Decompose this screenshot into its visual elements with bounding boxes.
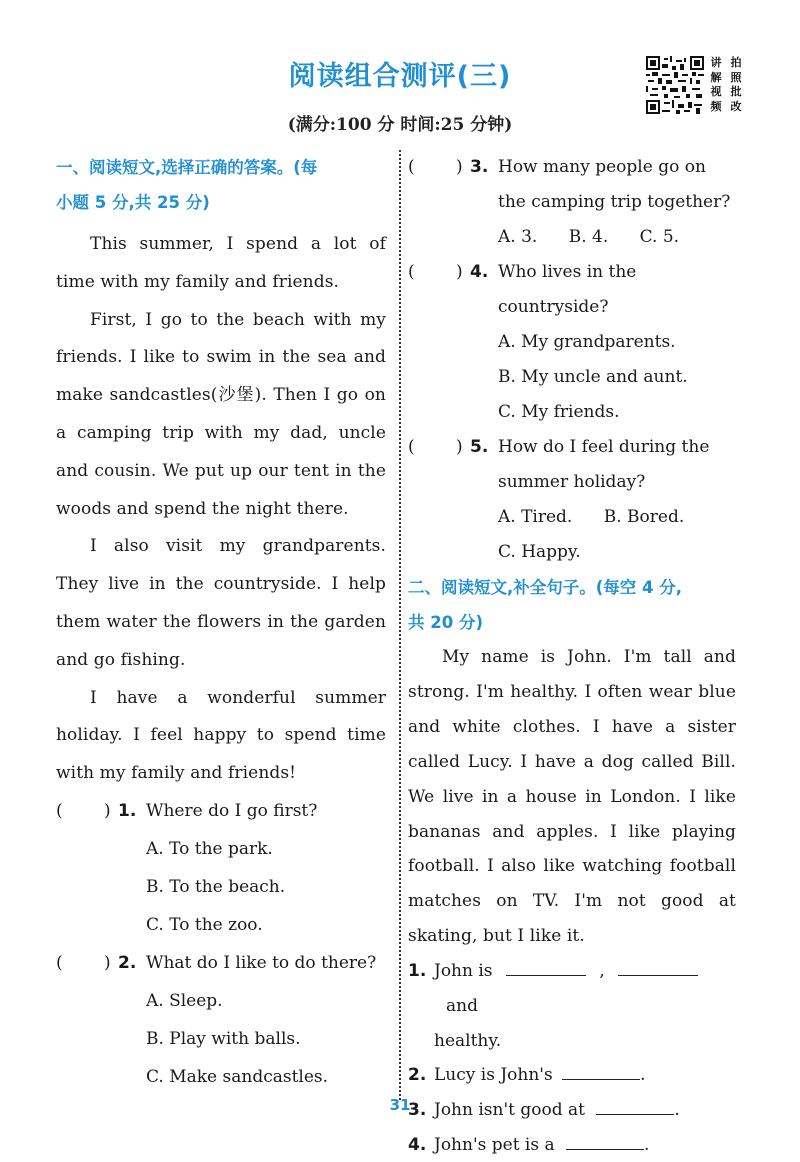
- fill-text: .: [640, 1065, 646, 1086]
- passage-paragraph: This summer, I spend a lot of time with my family and friends.: [56, 234, 386, 292]
- page-title: 阅读组合测评(三): [288, 61, 512, 92]
- section2-heading-line2: 共 20 分): [408, 613, 483, 632]
- fill-item-4: [408, 1128, 736, 1162]
- column-divider: [399, 150, 401, 1100]
- option: B. Play with balls.: [146, 1028, 301, 1049]
- question-number: 2.: [118, 952, 137, 973]
- qr-label-char: 频: [710, 99, 722, 113]
- option: B. Bored.: [603, 507, 685, 527]
- right-column: [408, 150, 736, 1162]
- qr-label-char: 讲: [710, 56, 722, 69]
- answer-blank[interactable]: [506, 957, 586, 976]
- option: A. To the park.: [146, 838, 273, 859]
- qr-label-char: 批: [730, 85, 742, 98]
- option: A. My grandparents.: [498, 332, 676, 352]
- option: B. 4.: [568, 227, 609, 247]
- qr-label-char: 解: [710, 70, 722, 84]
- answer-blank[interactable]: [566, 1131, 644, 1150]
- options-inline: [408, 500, 736, 535]
- question-text: How do I feel during the summer holiday?: [498, 437, 710, 492]
- section2-heading-line1: 二、阅读短文,补全句子。(每空 4 分,: [408, 578, 683, 597]
- question-5: ( ) 5. How do I feel during the summer holiday?: [408, 430, 736, 500]
- question-3: ( ) 3. How many people go on the camping trip together?: [408, 150, 736, 220]
- section1-heading-line2: 小题 5 分,共 25 分): [56, 193, 210, 212]
- option: C. My friends.: [498, 402, 620, 422]
- option: C. Make sandcastles.: [146, 1066, 329, 1087]
- fill-item-1: [408, 954, 736, 1058]
- answer-blank[interactable]: [562, 1061, 640, 1080]
- qr-label-char: 拍: [730, 56, 742, 69]
- question-number: 1.: [118, 800, 137, 821]
- fill-text: healthy.: [434, 1030, 502, 1051]
- passage-paragraph: First, I go to the beach with my friends. I like to swim in the sea and make sandcastles(沙堡). Then I go on a camping trip with my dad, uncle and cousin. We put up our tent in the woods and spend the night there.: [56, 309, 386, 519]
- question-1: ( ) 1. Where do I go first?: [56, 793, 386, 830]
- question-4: ( ) 4. Who lives in the countryside?: [408, 255, 736, 325]
- qr-label-char: 视: [710, 85, 722, 98]
- page-number: 31: [389, 1096, 411, 1114]
- question-text: What do I like to do there?: [146, 952, 377, 973]
- fill-text: ,: [599, 961, 605, 982]
- section2-heading: [408, 570, 736, 640]
- passage-paragraph: I have a wonderful summer holiday. I feel happy to spend time with my family and friends!: [56, 687, 386, 784]
- fill-number: 4.: [408, 1134, 427, 1155]
- fill-text: and: [446, 995, 478, 1016]
- option: C. Happy.: [498, 542, 581, 562]
- option: C. 5.: [639, 227, 680, 247]
- fill-text: John's pet is a: [434, 1134, 555, 1155]
- fill-item-2: [408, 1058, 736, 1093]
- option: C. To the zoo.: [146, 914, 263, 935]
- fill-text: John is: [434, 961, 493, 982]
- qr-code-icon: [646, 56, 704, 114]
- fill-text: .: [674, 1099, 680, 1120]
- option: A. 3.: [498, 227, 538, 247]
- qr-label: [706, 56, 746, 114]
- question-text: Where do I go first?: [146, 800, 318, 821]
- left-column: [56, 150, 386, 1096]
- fill-text: Lucy is John's: [434, 1065, 553, 1086]
- score-time-info: (满分:100 分 时间:25 分钟): [287, 115, 513, 135]
- section1-heading-line1: 一、阅读短文,选择正确的答案。(每: [56, 158, 318, 177]
- question-text: Who lives in the countryside?: [498, 262, 637, 317]
- qr-label-char: 改: [730, 99, 742, 113]
- question-text: How many people go on the camping trip together?: [498, 157, 731, 212]
- fill-number: 1.: [408, 961, 427, 982]
- option: B. My uncle and aunt.: [498, 367, 688, 387]
- option: B. To the beach.: [146, 876, 286, 897]
- options-inline: [408, 220, 736, 255]
- answer-blank[interactable]: [618, 957, 698, 976]
- passage-paragraph: My name is John. I'm tall and strong. I'm healthy. I often wear blue and white clothes. I have a sister called Lucy. I have a dog called Bill. We live in a house in London. I like bananas and apples. I like playing football. I also like watching football matches on TV. I'm not good at skating, but I like it.: [408, 647, 736, 947]
- question-number: 5.: [470, 437, 489, 457]
- fill-number: 2.: [408, 1065, 427, 1086]
- question-number: 4.: [470, 262, 489, 282]
- option: A. Tired.: [498, 507, 573, 527]
- question-number: 3.: [470, 157, 489, 177]
- section1-heading: [56, 150, 386, 220]
- fill-text: John isn't good at: [434, 1099, 585, 1120]
- question-2: ( ) 2. What do I like to do there?: [56, 944, 386, 982]
- qr-label-char: 照: [730, 70, 742, 84]
- option: A. Sleep.: [146, 990, 223, 1011]
- fill-number: 3.: [408, 1099, 427, 1120]
- passage-paragraph: I also visit my grandparents. They live in the countryside. I help them water the flowers in the garden and go fishing.: [56, 536, 386, 670]
- fill-text: .: [644, 1134, 650, 1155]
